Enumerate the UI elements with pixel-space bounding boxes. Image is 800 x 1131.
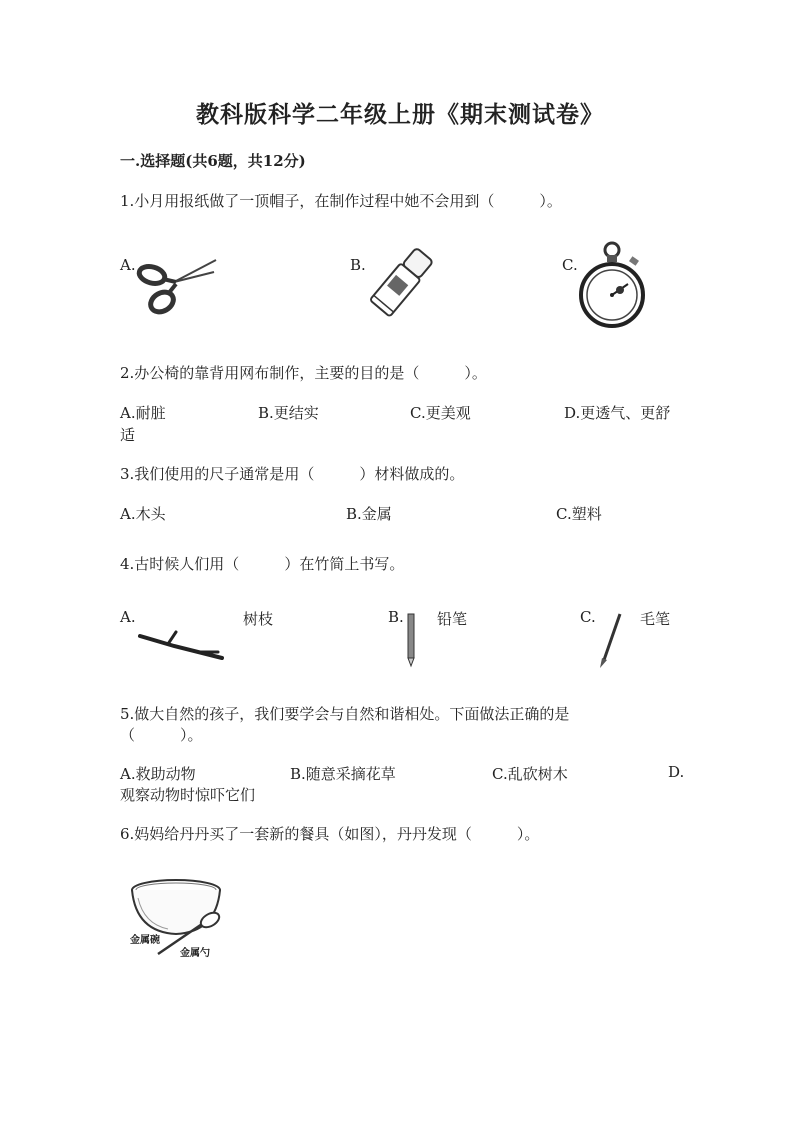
q2-option-c[interactable]: C.更美观 <box>410 404 471 422</box>
question-5: 5.做大自然的孩子，我们要学会与自然和谐相处。下面做法正确的是 <box>120 705 570 723</box>
q5-option-a[interactable]: A.救助动物 <box>120 765 196 783</box>
q3-option-a[interactable]: A.木头 <box>120 505 166 523</box>
q2-option-d-continued: 适 <box>120 426 136 444</box>
q5-option-c[interactable]: C.乱砍树木 <box>492 765 568 783</box>
q5-option-d-continued: 观察动物时惊吓它们 <box>120 786 256 804</box>
scissors-icon <box>134 252 218 318</box>
pencil-icon <box>404 612 418 668</box>
bowl-and-spoon-icon <box>128 874 228 960</box>
q3-option-c[interactable]: C.塑料 <box>556 505 602 523</box>
question-6: 6.妈妈给丹丹买了一套新的餐具（如图），丹丹发现（ ）。 <box>120 825 540 843</box>
q4-option-b[interactable]: B. <box>388 608 404 626</box>
q4-option-c-label: 毛笔 <box>640 610 671 628</box>
twig-icon <box>138 628 224 664</box>
q2-option-d[interactable]: D.更透气、更舒 <box>564 404 671 422</box>
q2-option-b[interactable]: B.更结实 <box>258 404 319 422</box>
question-1: 1.小月用报纸做了一顶帽子，在制作过程中她不会用到（ ）。 <box>120 192 562 210</box>
q1-option-b[interactable]: B. <box>350 256 366 274</box>
q4-option-a[interactable]: A. <box>120 608 136 626</box>
glue-stick-icon <box>368 250 434 316</box>
question-5-continued: （ ）。 <box>120 726 203 744</box>
q1-option-a[interactable]: A. <box>120 256 136 274</box>
page-title: 教科版科学二年级上册《期末测试卷》 <box>196 101 604 128</box>
q5-option-b[interactable]: B.随意采摘花草 <box>290 765 396 783</box>
spoon-label: 金属勺 <box>180 948 210 959</box>
question-2: 2.办公椅的靠背用网布制作，主要的目的是（ ）。 <box>120 364 487 382</box>
q2-option-a[interactable]: A.耐脏 <box>120 404 166 422</box>
section-heading: 一.选择题(共6题，共12分) <box>120 152 306 170</box>
bowl-label: 金属碗 <box>130 935 160 946</box>
stopwatch-icon <box>580 240 652 332</box>
question-3: 3.我们使用的尺子通常是用（ ）材料做成的。 <box>120 465 465 483</box>
q4-option-b-label: 铅笔 <box>437 610 468 628</box>
q4-option-c[interactable]: C. <box>580 608 596 626</box>
question-4: 4.古时候人们用（ ）在竹简上书写。 <box>120 555 405 573</box>
q5-option-d[interactable]: D. <box>668 763 685 781</box>
q1-option-c[interactable]: C. <box>562 256 578 274</box>
q3-option-b[interactable]: B.金属 <box>346 505 392 523</box>
brush-pen-icon <box>596 612 626 670</box>
q4-option-a-label: 树枝 <box>243 610 274 628</box>
